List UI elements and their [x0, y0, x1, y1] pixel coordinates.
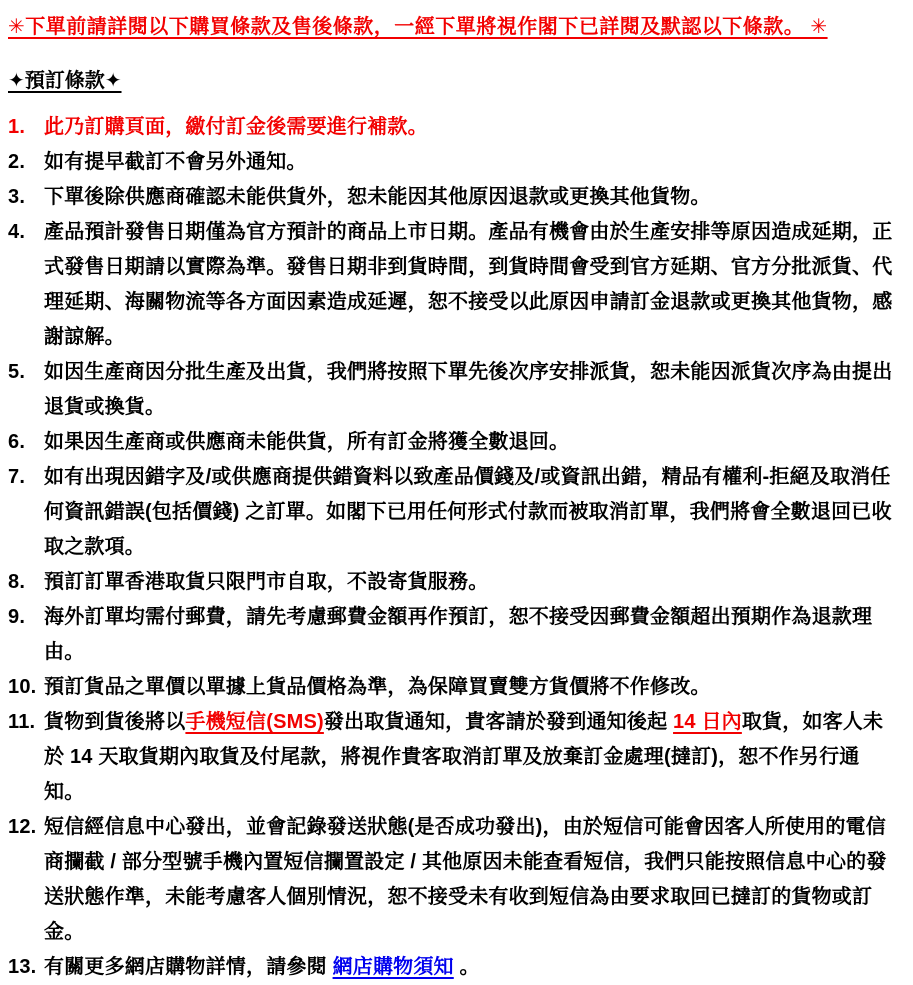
- term-highlight: 手機短信(SMS): [185, 711, 324, 733]
- term-item-6: [8, 425, 899, 460]
- term-text: [44, 670, 899, 705]
- term-segment: 如有提早截訂不會另外通知。: [44, 151, 307, 173]
- term-number: 4.: [8, 221, 26, 243]
- term-text: [44, 950, 899, 985]
- term-text: [44, 180, 899, 215]
- term-segment: 預訂訂單香港取貨只限門市自取，不設寄貨服務。: [44, 571, 489, 593]
- term-number: 3.: [8, 186, 26, 208]
- term-item-11: [8, 705, 899, 810]
- term-number: 12.: [8, 816, 37, 838]
- term-item-8: [8, 565, 899, 600]
- term-segment: 貨物到貨後將以: [44, 711, 186, 733]
- term-segment: 。: [453, 956, 480, 978]
- term-text: [44, 425, 899, 460]
- term-number: 1.: [8, 116, 26, 138]
- term-item-2: [8, 145, 899, 180]
- term-text: [44, 705, 899, 810]
- term-number: 7.: [8, 466, 26, 488]
- term-segment: 產品預計發售日期僅為官方預計的商品上市日期。產品有機會由於生產安排等原因造成延期，正式發售日期請以實際為準。發售日期非到貨時間，到貨時間會受到官方延期、官方分批派貨、代理延期、海關物流等各方面因素造成延遲，恕不接受以此原因申請訂金退款或更換其他貨物，感謝諒解。: [44, 221, 893, 348]
- term-text: [44, 810, 899, 950]
- term-item-5: [8, 355, 899, 425]
- term-segment: 如有出現因錯字及/或供應商提供錯資料以致產品價錢及/或資訊出錯，精品有權利-拒絕及取消任何資訊錯誤(包括價錢) 之訂單。如閣下已用任何形式付款而被取消訂單，我們將會全數退回已收取之款項。: [44, 466, 892, 558]
- purchase-notice-banner: ✳下單前請詳閱以下購買條款及售後條款，一經下單將視作閣下已詳閱及默認以下條款。 ✳: [8, 16, 828, 38]
- term-segment: 下單後除供應商確認未能供貨外，恕未能因其他原因退款或更換其他貨物。: [44, 186, 711, 208]
- term-segment: 如因生產商因分批生產及出貨，我們將按照下單先後次序安排派貨，恕未能因派貨次序為由提出退貨或換貨。: [44, 361, 893, 418]
- term-segment: 預訂貨品之單價以單據上貨品價格為準，為保障買賣雙方貨價將不作修改。: [44, 676, 711, 698]
- term-item-9: [8, 600, 899, 670]
- terms-list: [8, 110, 899, 985]
- term-number: 8.: [8, 571, 26, 593]
- term-highlight: 14 日內: [673, 711, 742, 733]
- term-number: 6.: [8, 431, 26, 453]
- term-item-4: [8, 215, 899, 355]
- term-text: [44, 600, 899, 670]
- term-item-7: [8, 460, 899, 565]
- term-segment: 短信經信息中心發出，並會記錄發送狀態(是否成功發出)，由於短信可能會因客人所使用的電信商攔截 / 部分型號手機內置短信攔置設定 / 其他原因未能查看短信，我們只能按照信息中心的發送狀態作準，未能考慮客人個別情況，恕不接受未有收到短信為由要求取回已撻訂的貨物或訂金。: [44, 816, 887, 943]
- term-item-1: [8, 110, 899, 145]
- term-text: [44, 355, 899, 425]
- term-segment: 此乃訂購頁面，繳付訂金後需要進行補款。: [44, 116, 428, 138]
- term-number: 10.: [8, 676, 37, 698]
- term-number: 11.: [8, 711, 36, 733]
- term-text: [44, 460, 899, 565]
- term-text: [44, 110, 899, 145]
- term-number: 2.: [8, 151, 26, 173]
- term-segment: 有關更多網店購物詳情，請參閱: [44, 956, 333, 978]
- term-number: 9.: [8, 606, 26, 628]
- term-item-12: [8, 810, 899, 950]
- term-text: [44, 215, 899, 355]
- term-text: [44, 565, 899, 600]
- term-item-10: [8, 670, 899, 705]
- shop-guide-link[interactable]: 網店購物須知: [332, 956, 454, 978]
- term-text: [44, 145, 899, 180]
- term-number: 13.: [8, 956, 37, 978]
- term-segment: 如果因生產商或供應商未能供貨，所有訂金將獲全數退回。: [44, 431, 570, 453]
- term-item-13: [8, 950, 899, 985]
- term-segment: 取貨，如客人未於 14 天取貨期內取貨及付尾款，將視作貴客取消訂單及放棄訂金處理(撻訂)，恕不作另行通知。: [44, 711, 884, 803]
- term-segment: 發出取貨通知，貴客請於發到通知後起: [323, 711, 674, 733]
- term-segment: 海外訂單均需付郵費，請先考慮郵費金額再作預訂，恕不接受因郵費金額超出預期作為退款理由。: [44, 606, 873, 663]
- term-item-3: [8, 180, 899, 215]
- preorder-terms-title: ✦預訂條款✦: [8, 70, 122, 92]
- term-number: 5.: [8, 361, 26, 383]
